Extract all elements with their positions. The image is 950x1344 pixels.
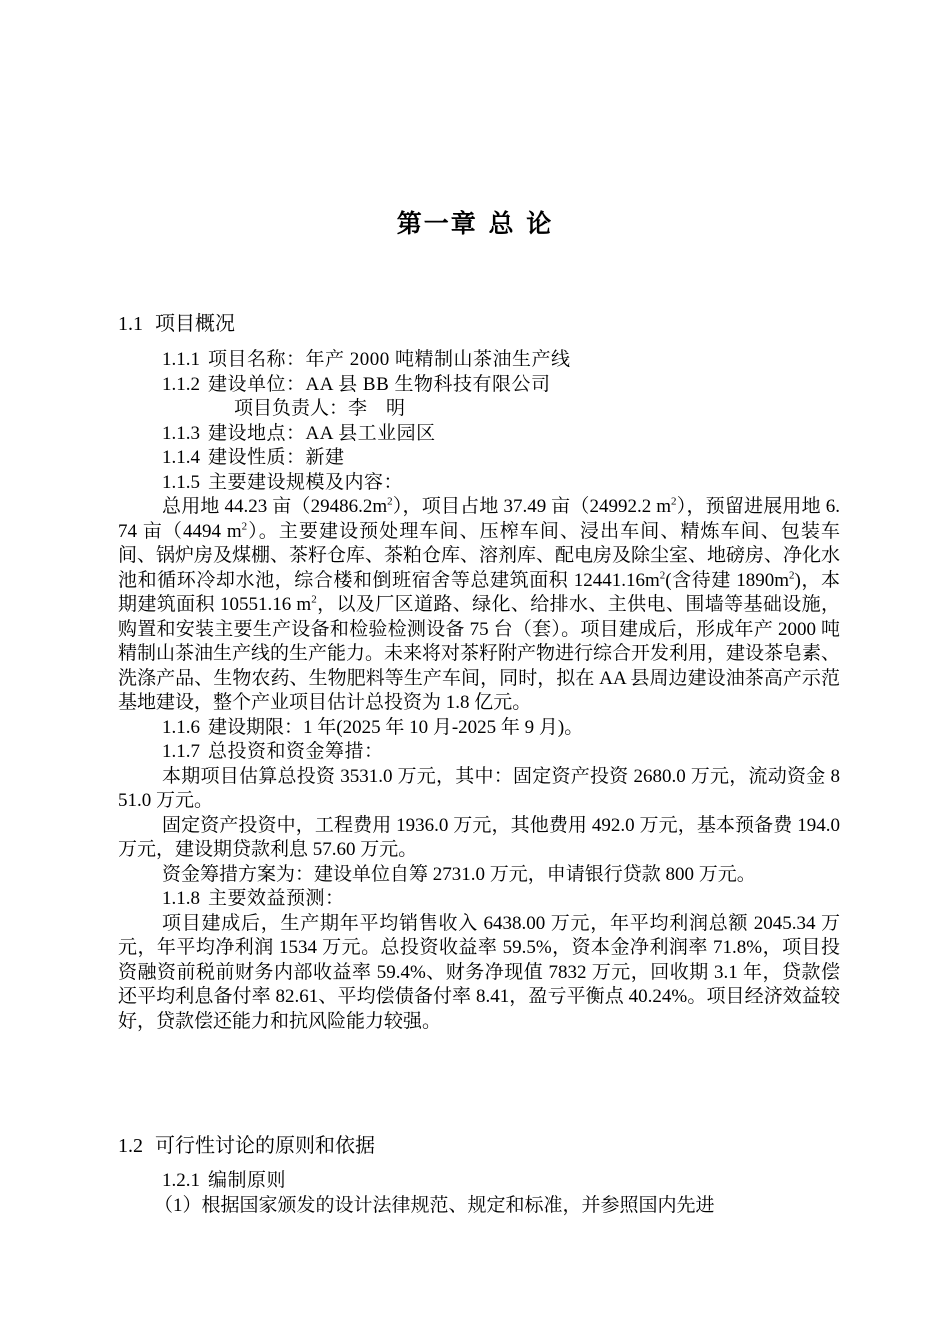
item-1-1-8 bbox=[118, 887, 840, 912]
superscript: 2 bbox=[789, 569, 795, 582]
section-number: 1.2 bbox=[118, 1135, 143, 1157]
item-text: 建设地点：AA 县工业园区 bbox=[208, 422, 436, 444]
paragraph-principle-1: （1）根据国家颁发的设计法律规范、规定和标准，并参照国内先进 bbox=[154, 1194, 715, 1216]
paragraph-benefit-forecast: 项目建成后，生产期年平均销售收入 6438.00 万元，年平均利润总额 2045.34 万元，年平均净利润 1534 万元。总投资收益率 59.5%，资本金净利润率 71.8%，项目投资融资前税前财务内部收益率 59.4%、财务净现值 7832 万元，回收期 3.1 年，贷款偿还平均利息备付率 82.61、平均偿债备付率 8.41，盈亏平衡点 40.24%。项目经济效益较好，贷款偿还能力和抗风险能力较强。 bbox=[118, 912, 840, 1032]
text-segment: 总用地 44.23 亩（29486.2m bbox=[162, 496, 388, 517]
item-text: 主要建设规模及内容： bbox=[208, 471, 404, 493]
item-number: 1.1.3 bbox=[162, 422, 200, 444]
section-title: 可行性讨论的原则和依据 bbox=[155, 1133, 375, 1157]
project-leader: 项目负责人：李 明 bbox=[234, 398, 406, 419]
paragraph-fixed-assets: 固定资产投资中，工程费用 1936.0 万元，其他费用 492.0 万元，基本预备费 194.0 万元，建设期贷款利息 57.60 万元。 bbox=[118, 814, 840, 860]
superscript: 2 bbox=[241, 520, 248, 533]
section-title: 项目概况 bbox=[155, 311, 235, 335]
item-1-2-1 bbox=[118, 1169, 840, 1194]
section-heading-1-1 bbox=[118, 309, 235, 338]
chapter-title: 第一章 总 论 bbox=[396, 209, 554, 238]
text-segment: ）。主要建设预处理车间、压榨车间、浸出车间、精炼车间、包装车间、锅炉房及煤棚、茶籽仓库、茶粕仓库、溶剂库、配电房及除尘室、地磅房、净化水池和循环冷却水池，综合楼和倒班宿舍等总建筑面积 12441.16m bbox=[118, 520, 841, 591]
item-1-1-4 bbox=[118, 446, 840, 471]
item-1-1-6 bbox=[118, 716, 840, 741]
paragraph-funding-plan: 资金筹措方案为：建设单位自筹 2731.0 万元，申请银行贷款 800 万元。 bbox=[162, 863, 756, 885]
item-number: 1.1.1 bbox=[162, 349, 200, 370]
paragraph-construction-content bbox=[118, 495, 840, 716]
text-segment: ，以及厂区道路、绿化、给排水、主供电、围墙等基础设施，购置和安装主要生产设备和检验检测设备 75 台（套）。项目建成后，形成年产 2000 吨精制山茶油生产线的生产能力。未来将对茶籽附产物进行综合开发利用，建设茶皂素、洗涤产品、生物农药、生物肥料等生产车间，同时，拟在 AA 县周边建设油茶高产示范基地建设，整个产业项目估计总投资为 1.8 亿元。 bbox=[118, 594, 841, 713]
item-text: 建设期限：1 年(2025 年 10 月-2025 年 9 月)。 bbox=[208, 716, 584, 738]
superscript: 2 bbox=[659, 569, 666, 582]
section-heading-1-2 bbox=[118, 1131, 375, 1160]
item-text: 建设性质：新建 bbox=[208, 447, 345, 468]
item-number: 1.1.4 bbox=[162, 447, 200, 468]
item-text: 项目名称：年产 2000 吨精制山茶油生产线 bbox=[208, 349, 571, 370]
superscript: 2 bbox=[387, 495, 393, 508]
section-1-2-body bbox=[118, 1169, 840, 1218]
item-text: 编制原则 bbox=[208, 1170, 287, 1191]
item-number: 1.1.6 bbox=[162, 716, 200, 738]
text-segment: ），项目占地 37.49 亩（24992.2 m bbox=[392, 496, 672, 517]
section-number: 1.1 bbox=[118, 313, 143, 335]
item-number: 1.1.7 bbox=[162, 741, 200, 762]
superscript: 2 bbox=[671, 495, 677, 508]
paragraph-total-investment: 本期项目估算总投资 3531.0 万元，其中：固定资产投资 2680.0 万元，流动资金 851.0 万元。 bbox=[118, 765, 840, 811]
superscript: 2 bbox=[311, 593, 317, 606]
item-number: 1.1.2 bbox=[162, 373, 200, 395]
item-text: 建设单位：AA 县 BB 生物科技有限公司 bbox=[208, 373, 551, 395]
text-segment: )，本期建筑面积 10551.16 m bbox=[118, 569, 841, 615]
item-text: 总投资和资金筹措： bbox=[208, 741, 384, 762]
item-1-1-7 bbox=[118, 740, 840, 765]
item-1-1-2 bbox=[118, 373, 840, 398]
text-segment: (含待建 1890m bbox=[665, 569, 790, 591]
item-1-1-5 bbox=[118, 471, 840, 496]
item-number: 1.1.5 bbox=[162, 471, 200, 493]
section-1-1-body bbox=[118, 348, 840, 1034]
text-segment: ），预留进展用地 6.74 亩（4494 m bbox=[118, 496, 841, 542]
item-number: 1.2.1 bbox=[162, 1170, 200, 1191]
item-1-1-1 bbox=[118, 348, 840, 373]
item-number: 1.1.8 bbox=[162, 888, 200, 909]
item-text: 主要效益预测： bbox=[208, 888, 345, 909]
item-1-1-3 bbox=[118, 422, 840, 447]
